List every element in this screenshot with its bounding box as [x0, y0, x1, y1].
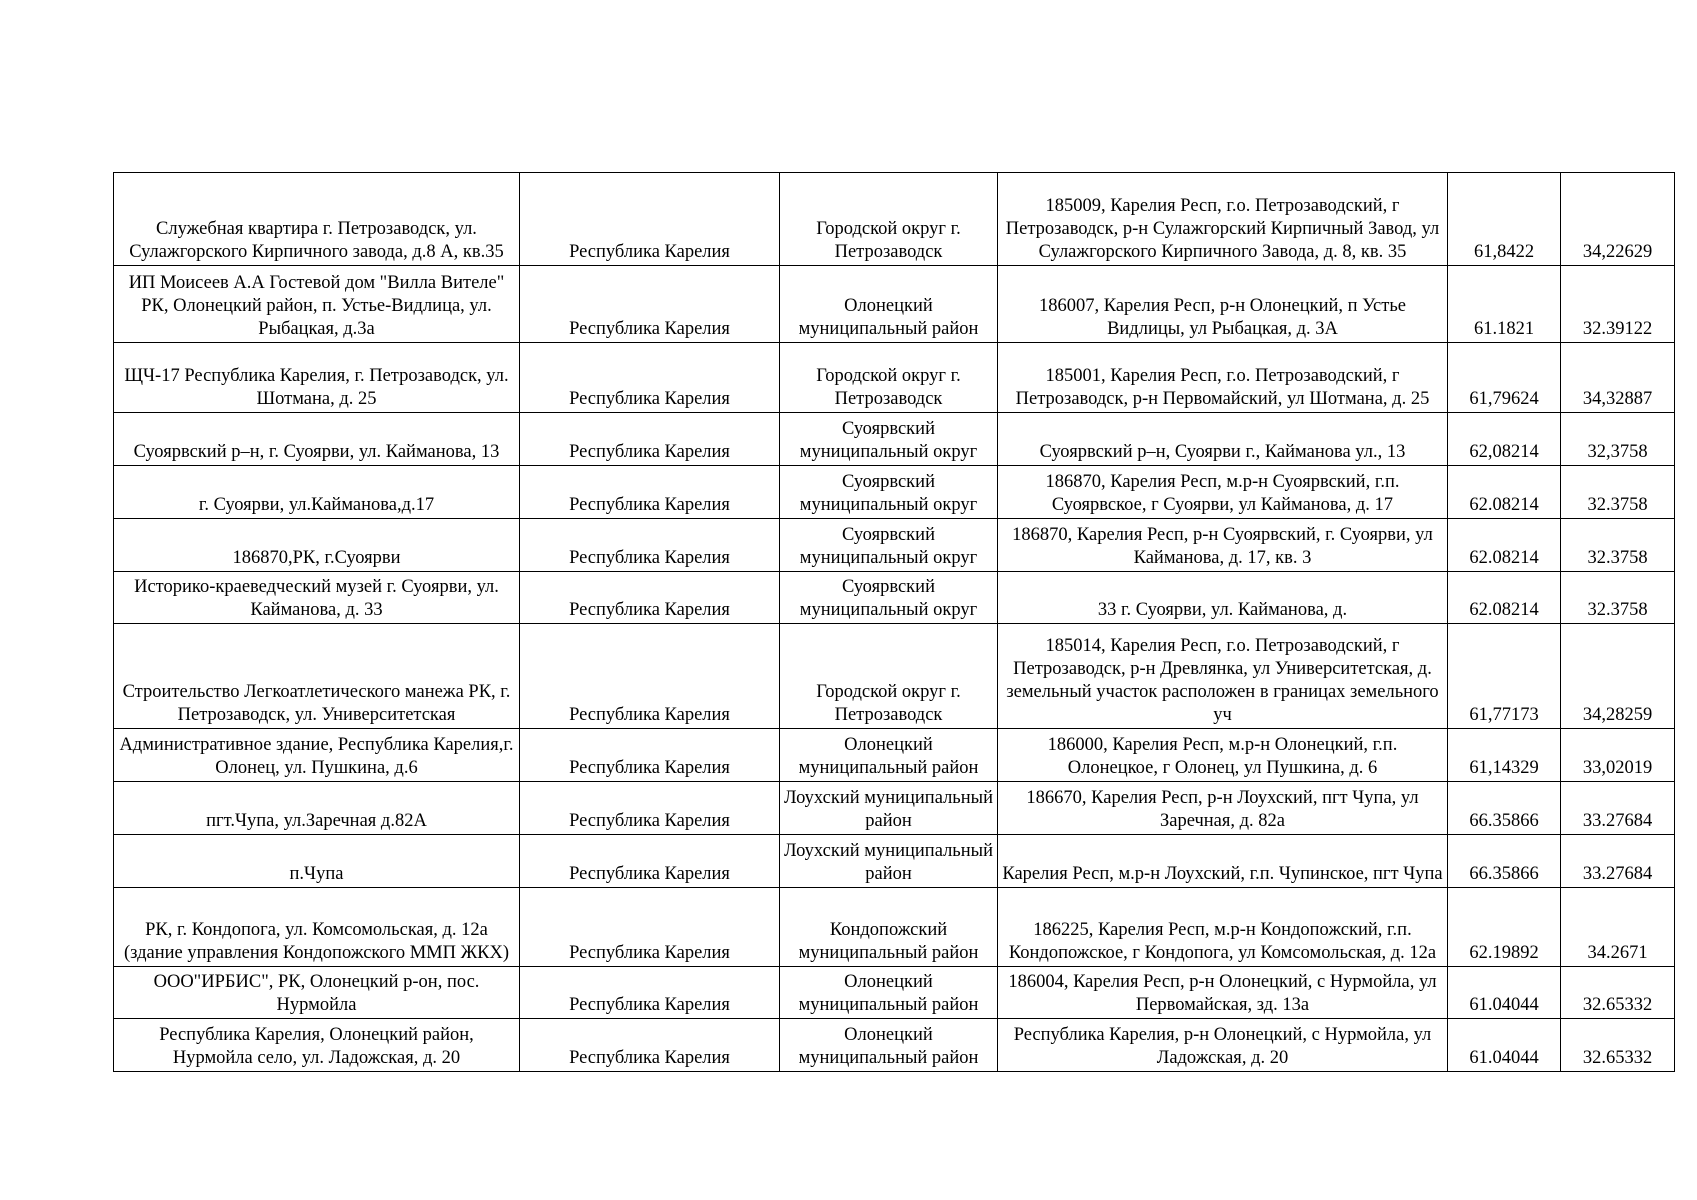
region-cell: Республика Карелия [520, 1019, 780, 1072]
latitude-cell: 66.35866 [1448, 835, 1561, 888]
address-cell: 186870, Карелия Респ, р-н Суоярвский, г. Суоярви, ул Кайманова, д. 17, кв. 3 [998, 519, 1448, 572]
latitude-cell: 62.08214 [1448, 519, 1561, 572]
municipality-cell: Олонецкий муниципальный район [780, 266, 998, 343]
region-cell: Республика Карелия [520, 729, 780, 782]
latitude-cell: 61.04044 [1448, 1019, 1561, 1072]
longitude-cell: 34,28259 [1561, 624, 1675, 729]
address-cell: Карелия Респ, м.р-н Лоухский, г.п. Чупинское, пгт Чупа [998, 835, 1448, 888]
latitude-cell: 61,79624 [1448, 343, 1561, 413]
object-name-cell: пгт.Чупа, ул.Заречная д.82А [114, 782, 520, 835]
longitude-cell: 33.27684 [1561, 782, 1675, 835]
municipality-cell: Лоухский муниципальный район [780, 835, 998, 888]
address-cell: 185014, Карелия Респ, г.о. Петрозаводский, г Петрозаводск, р-н Древлянка, ул Университетская, д. земельный участок расположен в границах земельного уч [998, 624, 1448, 729]
table-row [114, 413, 1675, 466]
table-row [114, 1019, 1675, 1072]
latitude-cell: 61,77173 [1448, 624, 1561, 729]
longitude-cell: 32.3758 [1561, 466, 1675, 519]
municipality-cell: Городской округ г. Петрозаводск [780, 624, 998, 729]
longitude-cell: 32.3758 [1561, 519, 1675, 572]
longitude-cell: 34,22629 [1561, 173, 1675, 266]
table-row [114, 729, 1675, 782]
longitude-cell: 33,02019 [1561, 729, 1675, 782]
region-cell: Республика Карелия [520, 888, 780, 967]
object-name-cell: 186870,РК, г.Суоярви [114, 519, 520, 572]
table-row [114, 782, 1675, 835]
longitude-cell: 34,32887 [1561, 343, 1675, 413]
latitude-cell: 62.08214 [1448, 572, 1561, 624]
region-cell: Республика Карелия [520, 967, 780, 1019]
table-row [114, 466, 1675, 519]
table-row [114, 888, 1675, 967]
municipality-cell: Суоярвский муниципальный округ [780, 519, 998, 572]
object-name-cell: г. Суоярви, ул.Кайманова,д.17 [114, 466, 520, 519]
longitude-cell: 32.65332 [1561, 1019, 1675, 1072]
table-row [114, 519, 1675, 572]
region-cell: Республика Карелия [520, 624, 780, 729]
address-cell: 185009, Карелия Респ, г.о. Петрозаводский, г Петрозаводск, р-н Сулажгорский Кирпичный Завод, ул Сулажгорского Кирпичного Завода, д. 8, кв. 35 [998, 173, 1448, 266]
latitude-cell: 62,08214 [1448, 413, 1561, 466]
object-name-cell: Административное здание, Республика Карелия,г. Олонец, ул. Пушкина, д.6 [114, 729, 520, 782]
address-cell: Республика Карелия, р-н Олонецкий, с Нурмойла, ул Ладожская, д. 20 [998, 1019, 1448, 1072]
address-cell: Суоярвский р–н, Суоярви г., Кайманова ул., 13 [998, 413, 1448, 466]
region-cell: Республика Карелия [520, 343, 780, 413]
address-cell: 186225, Карелия Респ, м.р-н Кондопожский, г.п. Кондопожское, г Кондопога, ул Комсомольская, д. 12а [998, 888, 1448, 967]
region-cell: Республика Карелия [520, 413, 780, 466]
municipality-cell: Кондопожский муниципальный район [780, 888, 998, 967]
municipality-cell: Суоярвский муниципальный округ [780, 413, 998, 466]
municipality-cell: Суоярвский муниципальный округ [780, 466, 998, 519]
address-cell: 186870, Карелия Респ, м.р-н Суоярвский, г.п. Суоярвское, г Суоярви, ул Кайманова, д. 17 [998, 466, 1448, 519]
object-name-cell: Историко-краеведческий музей г. Суоярви, ул. Кайманова, д. 33 [114, 572, 520, 624]
object-name-cell: ИП Моисеев А.А Гостевой дом "Вилла Вителе" РК, Олонецкий район, п. Устье-Видлица, ул. Рыбацкая, д.3а [114, 266, 520, 343]
region-cell: Республика Карелия [520, 835, 780, 888]
table-row [114, 835, 1675, 888]
table-row [114, 967, 1675, 1019]
latitude-cell: 61,14329 [1448, 729, 1561, 782]
longitude-cell: 34.2671 [1561, 888, 1675, 967]
region-cell: Республика Карелия [520, 466, 780, 519]
table-row [114, 343, 1675, 413]
municipality-cell: Лоухский муниципальный район [780, 782, 998, 835]
object-name-cell: п.Чупа [114, 835, 520, 888]
latitude-cell: 61.1821 [1448, 266, 1561, 343]
longitude-cell: 33.27684 [1561, 835, 1675, 888]
longitude-cell: 32.65332 [1561, 967, 1675, 1019]
longitude-cell: 32,3758 [1561, 413, 1675, 466]
object-name-cell: Республика Карелия, Олонецкий район, Нурмойла село, ул. Ладожская, д. 20 [114, 1019, 520, 1072]
object-name-cell: Суоярвский р–н, г. Суоярви, ул. Кайманова, 13 [114, 413, 520, 466]
address-cell: 185001, Карелия Респ, г.о. Петрозаводский, г Петрозаводск, р-н Первомайский, ул Шотмана, д. 25 [998, 343, 1448, 413]
table-row [114, 266, 1675, 343]
region-cell: Республика Карелия [520, 572, 780, 624]
municipality-cell: Суоярвский муниципальный округ [780, 572, 998, 624]
address-cell: 186000, Карелия Респ, м.р-н Олонецкий, г.п. Олонецкое, г Олонец, ул Пушкина, д. 6 [998, 729, 1448, 782]
latitude-cell: 61.04044 [1448, 967, 1561, 1019]
address-cell: 33 г. Суоярви, ул. Кайманова, д. [998, 572, 1448, 624]
table-row [114, 572, 1675, 624]
object-name-cell: ЩЧ-17 Республика Карелия, г. Петрозаводск, ул. Шотмана, д. 25 [114, 343, 520, 413]
latitude-cell: 62.19892 [1448, 888, 1561, 967]
municipality-cell: Городской округ г. Петрозаводск [780, 343, 998, 413]
municipality-cell: Олонецкий муниципальный район [780, 729, 998, 782]
address-cell: 186007, Карелия Респ, р-н Олонецкий, п Устье Видлицы, ул Рыбацкая, д. 3А [998, 266, 1448, 343]
address-cell: 186004, Карелия Респ, р-н Олонецкий, с Нурмойла, ул Первомайская, зд. 13а [998, 967, 1448, 1019]
latitude-cell: 66.35866 [1448, 782, 1561, 835]
table-row [114, 173, 1675, 266]
municipality-cell: Городской округ г. Петрозаводск [780, 173, 998, 266]
region-cell: Республика Карелия [520, 519, 780, 572]
longitude-cell: 32.39122 [1561, 266, 1675, 343]
region-cell: Республика Карелия [520, 173, 780, 266]
object-name-cell: Служебная квартира г. Петрозаводск, ул. Сулажгорского Кирпичного завода, д.8 А, кв.35 [114, 173, 520, 266]
region-cell: Республика Карелия [520, 782, 780, 835]
registry-table [113, 172, 1675, 1072]
registry-table-body [114, 173, 1675, 1072]
municipality-cell: Олонецкий муниципальный район [780, 967, 998, 1019]
object-name-cell: ООО"ИРБИС", РК, Олонецкий р-он, пос. Нурмойла [114, 967, 520, 1019]
latitude-cell: 61,8422 [1448, 173, 1561, 266]
municipality-cell: Олонецкий муниципальный район [780, 1019, 998, 1072]
region-cell: Республика Карелия [520, 266, 780, 343]
address-cell: 186670, Карелия Респ, р-н Лоухский, пгт Чупа, ул Заречная, д. 82а [998, 782, 1448, 835]
longitude-cell: 32.3758 [1561, 572, 1675, 624]
table-row [114, 624, 1675, 729]
object-name-cell: РК, г. Кондопога, ул. Комсомольская, д. 12а (здание управления Кондопожского ММП ЖКХ) [114, 888, 520, 967]
object-name-cell: Строительство Легкоатлетического манежа РК, г. Петрозаводск, ул. Университетская [114, 624, 520, 729]
latitude-cell: 62.08214 [1448, 466, 1561, 519]
